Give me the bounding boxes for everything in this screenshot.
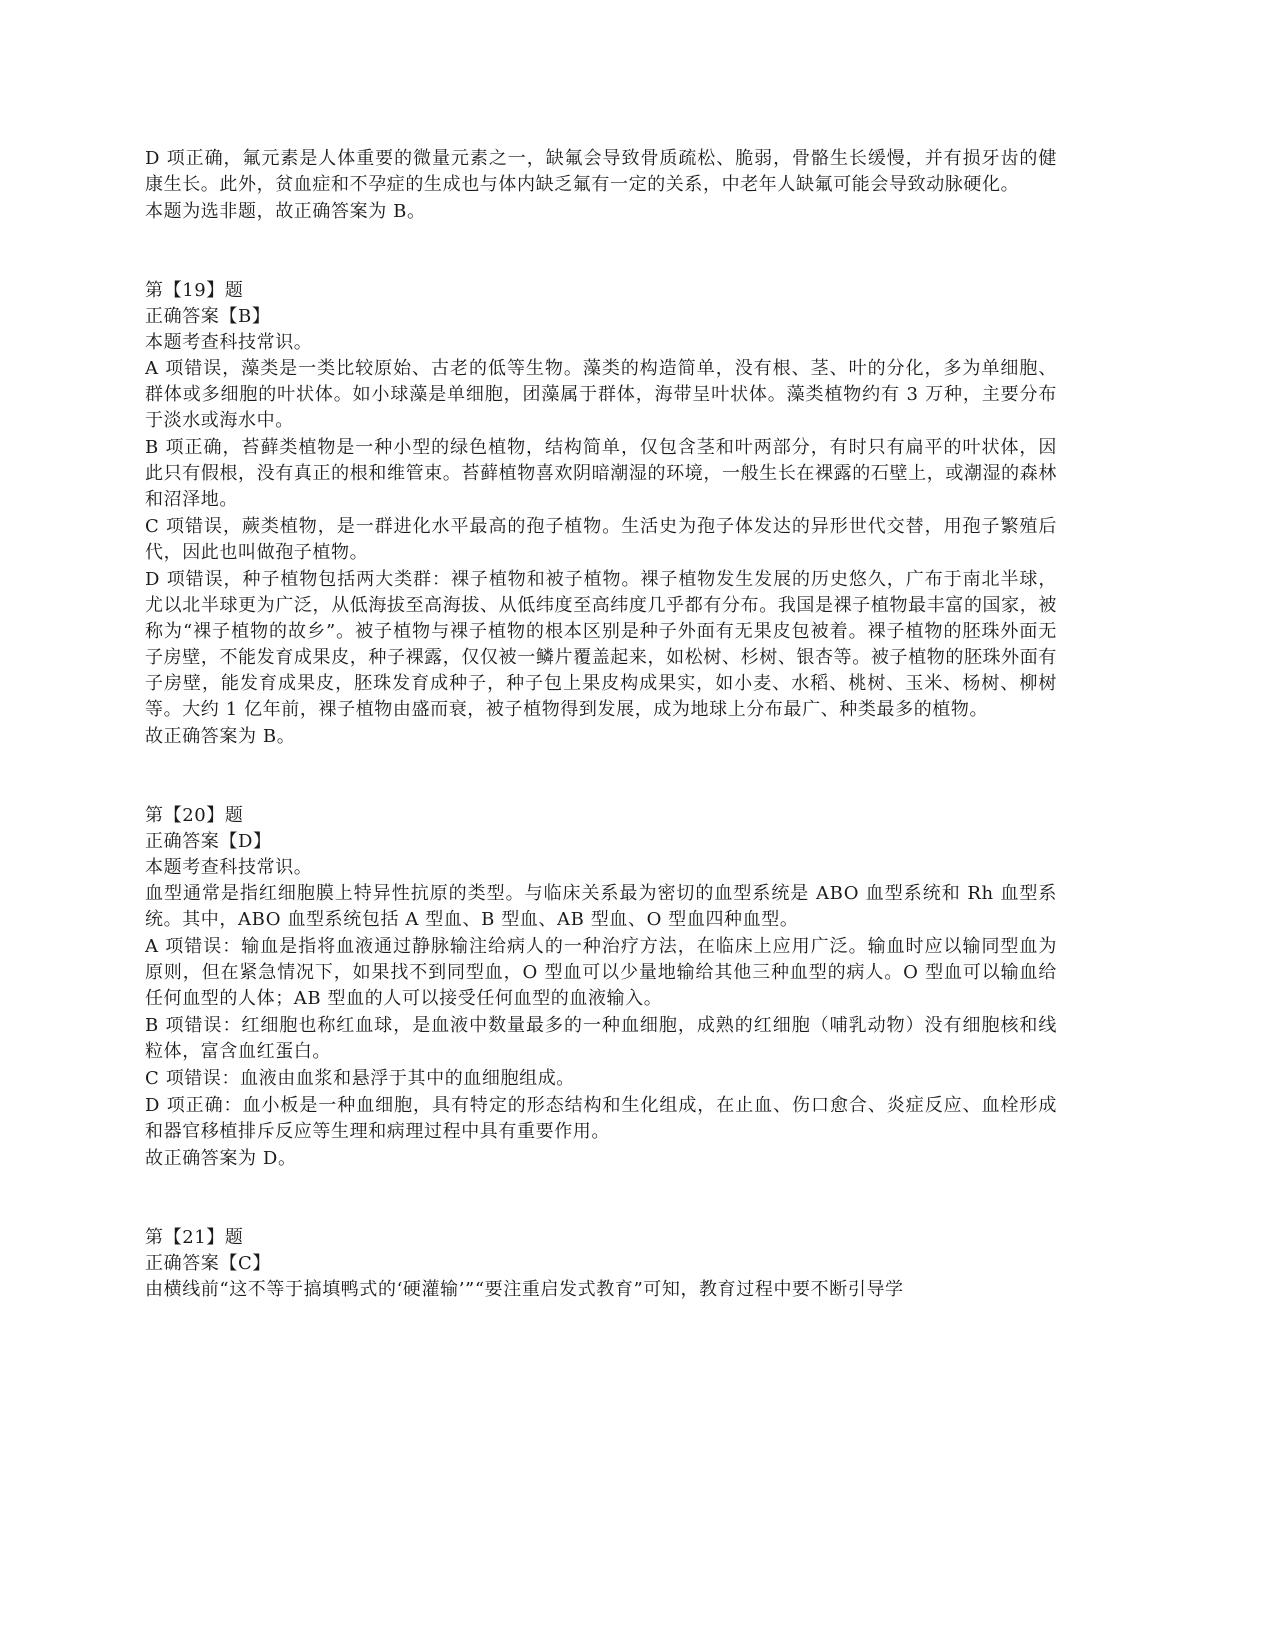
question-21: [145, 1225, 1057, 1303]
paragraph: D 项正确：血小板是一种血细胞，具有特定的形态结构和生化组成，在止血、伤口愈合、炎症反应、血栓形成和器官移植排斥反应等生理和病理过程中具有重要作用。: [145, 1095, 1057, 1142]
conclusion: 故正确答案为 D。: [145, 1148, 297, 1169]
question-title: 第【21】题: [145, 1227, 244, 1248]
question-title: 第【20】题: [145, 805, 244, 826]
paragraph: 本题为选非题，故正确答案为 B。: [145, 201, 426, 222]
paragraph: 血型通常是指红细胞膜上特异性抗原的类型。与临床关系最为密切的血型系统是 ABO 血型系统和 Rh 血型系统。其中，ABO 血型系统包括 A 型血、B 型血、AB 型血、O 型血四种血型。: [145, 883, 1057, 930]
paragraph: A 项错误：输血是指将血液通过静脉输注给病人的一种治疗方法，在临床上应用广泛。输血时应以输同型血为原则，但在紧急情况下，如果找不到同型血，O 型血可以少量地输给其他三种血型的病人。O 型血可以输血给任何血型的人体；AB 型血的人可以接受任何血型的血液输入。: [145, 936, 1057, 1009]
lead-block: [145, 146, 1057, 225]
paragraph: B 项正确，苔藓类植物是一种小型的绿色植物，结构简单，仅包含茎和叶两部分，有时只有扁平的叶状体，因此只有假根，没有真正的根和维管束。苔藓植物喜欢阴暗潮湿的环境，一般生长在裸露的石壁上，或潮湿的森林和沼泽地。: [145, 437, 1057, 510]
paragraph: C 项错误：血液由血浆和悬浮于其中的血细胞组成。: [145, 1068, 575, 1089]
paragraph: 由横线前“这不等于搞填鸭式的‘硬灌输’”“要注重启发式教育”可知，教育过程中要不断引导学: [145, 1279, 904, 1300]
paragraph: D 项正确，氟元素是人体重要的微量元素之一，缺氟会导致骨质疏松、脆弱，骨骼生长缓慢，并有损牙齿的健康生长。此外，贫血症和不孕症的生成也与体内缺乏氟有一定的关系，中老年人缺氟可能会导致动脉硬化。: [145, 148, 1057, 195]
question-title: 第【19】题: [145, 280, 244, 301]
correct-answer: 正确答案【D】: [145, 831, 272, 852]
correct-answer: 正确答案【B】: [145, 306, 271, 327]
spacer: [145, 1173, 1057, 1225]
question-topic: 本题考查科技常识。: [145, 857, 313, 878]
document-page: [145, 146, 1057, 1304]
question-topic: 本题考查科技常识。: [145, 332, 313, 353]
paragraph: C 项错误，蕨类植物，是一群进化水平最高的孢子植物。生活史为孢子体发达的异形世代交替，用孢子繁殖后代，因此也叫做孢子植物。: [145, 516, 1057, 563]
spacer: [145, 226, 1057, 278]
paragraph: B 项错误：红细胞也称红血球，是血液中数量最多的一种血细胞，成熟的红细胞（哺乳动物）没有细胞核和线粒体，富含血红蛋白。: [145, 1015, 1057, 1062]
correct-answer: 正确答案【C】: [145, 1253, 271, 1274]
question-19: [145, 278, 1057, 750]
paragraph: D 项错误，种子植物包括两大类群：裸子植物和被子植物。裸子植物发生发展的历史悠久，广布于南北半球，尤以北半球更为广泛，从低海拔至高海拔、从低纬度至高纬度几乎都有分布。我国是裸子植物最丰富的国家，被称为“裸子植物的故乡”。被子植物与裸子植物的根本区别是种子外面有无果皮包被着。裸子植物的胚珠外面无子房壁，不能发育成果皮，种子裸露，仅仅被一鳞片覆盖起来，如松树、杉树、银杏等。被子植物的胚珠外面有子房壁，能发育成果皮，胚珠发育成种子，种子包上果皮构成果实，如小麦、水稻、桃树、玉米、杨树、柳树等。大约 1 亿年前，裸子植物由盛而衰，被子植物得到发展，成为地球上分布最广、种类最多的植物。: [145, 569, 1057, 720]
conclusion: 故正确答案为 B。: [145, 726, 296, 747]
paragraph: A 项错误，藻类是一类比较原始、古老的低等生物。藻类的构造简单，没有根、茎、叶的分化，多为单细胞、群体或多细胞的叶状体。如小球藻是单细胞，团藻属于群体，海带呈叶状体。藻类植物约有 3 万种，主要分布于淡水或海水中。: [145, 358, 1057, 431]
spacer: [145, 751, 1057, 803]
question-20: [145, 803, 1057, 1172]
